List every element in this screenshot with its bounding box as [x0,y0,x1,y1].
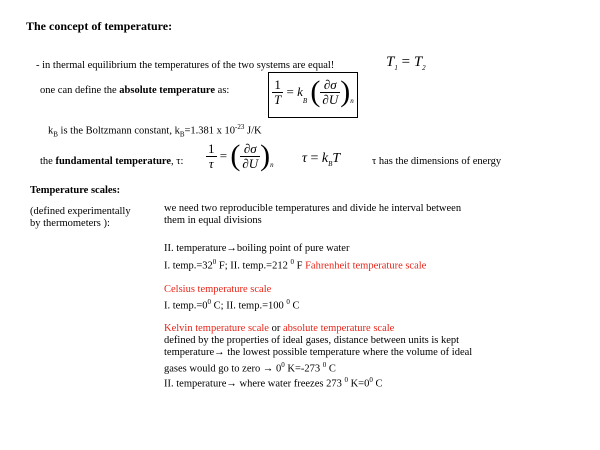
tau-dimension-note: τ has the dimensions of energy [372,156,502,167]
kelvin-or: or [268,323,283,334]
arrow-icon: → [226,243,237,254]
arrow-icon: → [214,347,225,358]
line3-ksub: B [53,130,58,139]
eq3-dden: ∂U [242,155,259,171]
fahrenheit-l1b: boiling point of pure water [236,243,350,254]
eq3-num: 1 [208,140,215,156]
fahrenheit-degree2: 0 [290,258,294,266]
kelvin-l3a: gases would go to zero [164,363,263,375]
kelvin-l3d: C [326,363,336,375]
celsius-scale-label: Celsius temperature scale [164,284,272,295]
kelvin-l4d: C [372,378,383,390]
thermal-equilibrium-text: - in thermal equilibrium the temperatures of the two systems are equal! [36,60,335,71]
kelvin-degree1: 0 [281,361,285,369]
fahrenheit-line1 [164,243,349,255]
eq2-num: 1 [272,78,283,93]
line3-text: is the Boltzmann constant, k [57,125,180,137]
eq1-equals: = [401,54,411,70]
fahrenheit-scale-label: Fahrenheit temperature scale [305,260,427,272]
eq2-den: T [274,91,282,107]
equilibrium-equation [386,56,426,74]
kelvin-line2 [164,347,472,359]
absolute-temperature-equation: $\frac{1}{T}$ = $k_B$ ( $\frac{\partial\sigma}{\partial U}$ )$_n$ [268,72,358,118]
kelvin-l4a: II. temperature [164,378,227,390]
kelvin-l2a: temperature [164,347,215,358]
arrow-icon: → [262,363,274,375]
line3-k: k [48,125,54,137]
temperature-scales-heading: Temperature scales: [30,185,121,196]
kelvin-scale-label: Kelvin temperature scale [164,323,269,334]
eq4-k: k [321,151,329,166]
eq2-k: k [297,84,303,99]
fahrenheit-l1a: II. temperature [164,243,227,254]
eq4-t: T [332,151,341,166]
kelvin-line4 [164,374,383,391]
eq1-t2: T [413,54,423,70]
line4-suffix: , τ: [171,156,184,167]
kelvin-l2b: the lowest possible temperature where the volume of ideal [224,347,473,358]
line3-unit: J/K [244,125,262,137]
eq3-n: n [270,160,274,169]
eq1-sub1: 1 [394,64,398,72]
line3-value: =1.381 x 10 [184,125,236,137]
arrow-icon: → [226,378,237,390]
eq2-dden: ∂U [322,91,339,107]
fahrenheit-l2a: I. temp.=32 [164,260,213,272]
kelvin-degree3: 0 [344,376,348,384]
tau-equation [302,153,340,170]
absolute-scale-label: absolute temperature scale [282,323,395,334]
line3-exponent: -23 [235,123,245,131]
line2-prefix: one can define the [40,85,120,96]
fundamental-temperature-definition [40,156,183,168]
kelvin-degree4: 0 [369,376,373,384]
celsius-l1a: I. temp.=0 [164,300,208,312]
eq3-dnum: ∂σ [240,142,260,157]
eq3-den: τ [208,155,214,171]
eq4-ksub: B [328,159,333,168]
eq2-ksub: B [302,96,308,105]
scales-left-line2: by thermometers ): [30,218,110,229]
fahrenheit-l2c: F [293,260,306,272]
kelvin-degree2: 0 [322,361,327,369]
eq2-equals: = [286,84,294,99]
absolute-temperature-term: absolute temperature [119,85,216,96]
eq1-t1: T [386,54,395,70]
kelvin-l4c: K=0 [347,378,370,390]
eq2-dnum: ∂σ [320,78,340,93]
fahrenheit-l2b: F; II. temp.=212 [216,260,291,272]
scales-left-line1: (defined experimentally [30,206,131,217]
boltzmann-constant-text [48,121,262,141]
absolute-temperature-definition [40,85,229,97]
page-title: The concept of temperature: [26,19,173,33]
celsius-l1c: C [289,300,300,312]
celsius-degree2: 0 [286,298,290,306]
kelvin-l4b: where water freezes 273 [236,378,345,390]
eq4-equals: = [310,151,319,166]
fahrenheit-line2 [164,256,426,273]
scales-intro-line2: them in equal divisions [164,215,262,226]
kelvin-l3b: 0 [273,363,282,375]
eq4-tau: τ [302,151,308,166]
kelvin-heading [164,323,394,335]
line3-ksub2: B [179,130,185,139]
eq1-sub2: 2 [422,64,426,72]
celsius-l1b: C; II. temp.=100 [211,300,287,312]
fundamental-temperature-equation: $\frac{1}{\tau}$ = ( $\frac{\partial\sigma}{\partial U}$ )$_n$ [208,139,274,172]
fundamental-temperature-term: fundamental temperature [55,156,172,167]
kelvin-l3c: K=-273 [284,363,323,375]
scales-intro-line1: we need two reproducible temperatures and divide he interval between [164,203,462,214]
fahrenheit-degree1: 0 [212,258,217,266]
celsius-line [164,296,300,313]
line2-suffix: as: [215,85,230,96]
celsius-degree1: 0 [207,298,212,306]
eq2-n: n [350,96,354,105]
kelvin-line1: defined by the properties of ideal gases, distance between units is kept [164,335,460,346]
eq3-equals: = [219,148,228,163]
line4-prefix: the [40,156,56,167]
